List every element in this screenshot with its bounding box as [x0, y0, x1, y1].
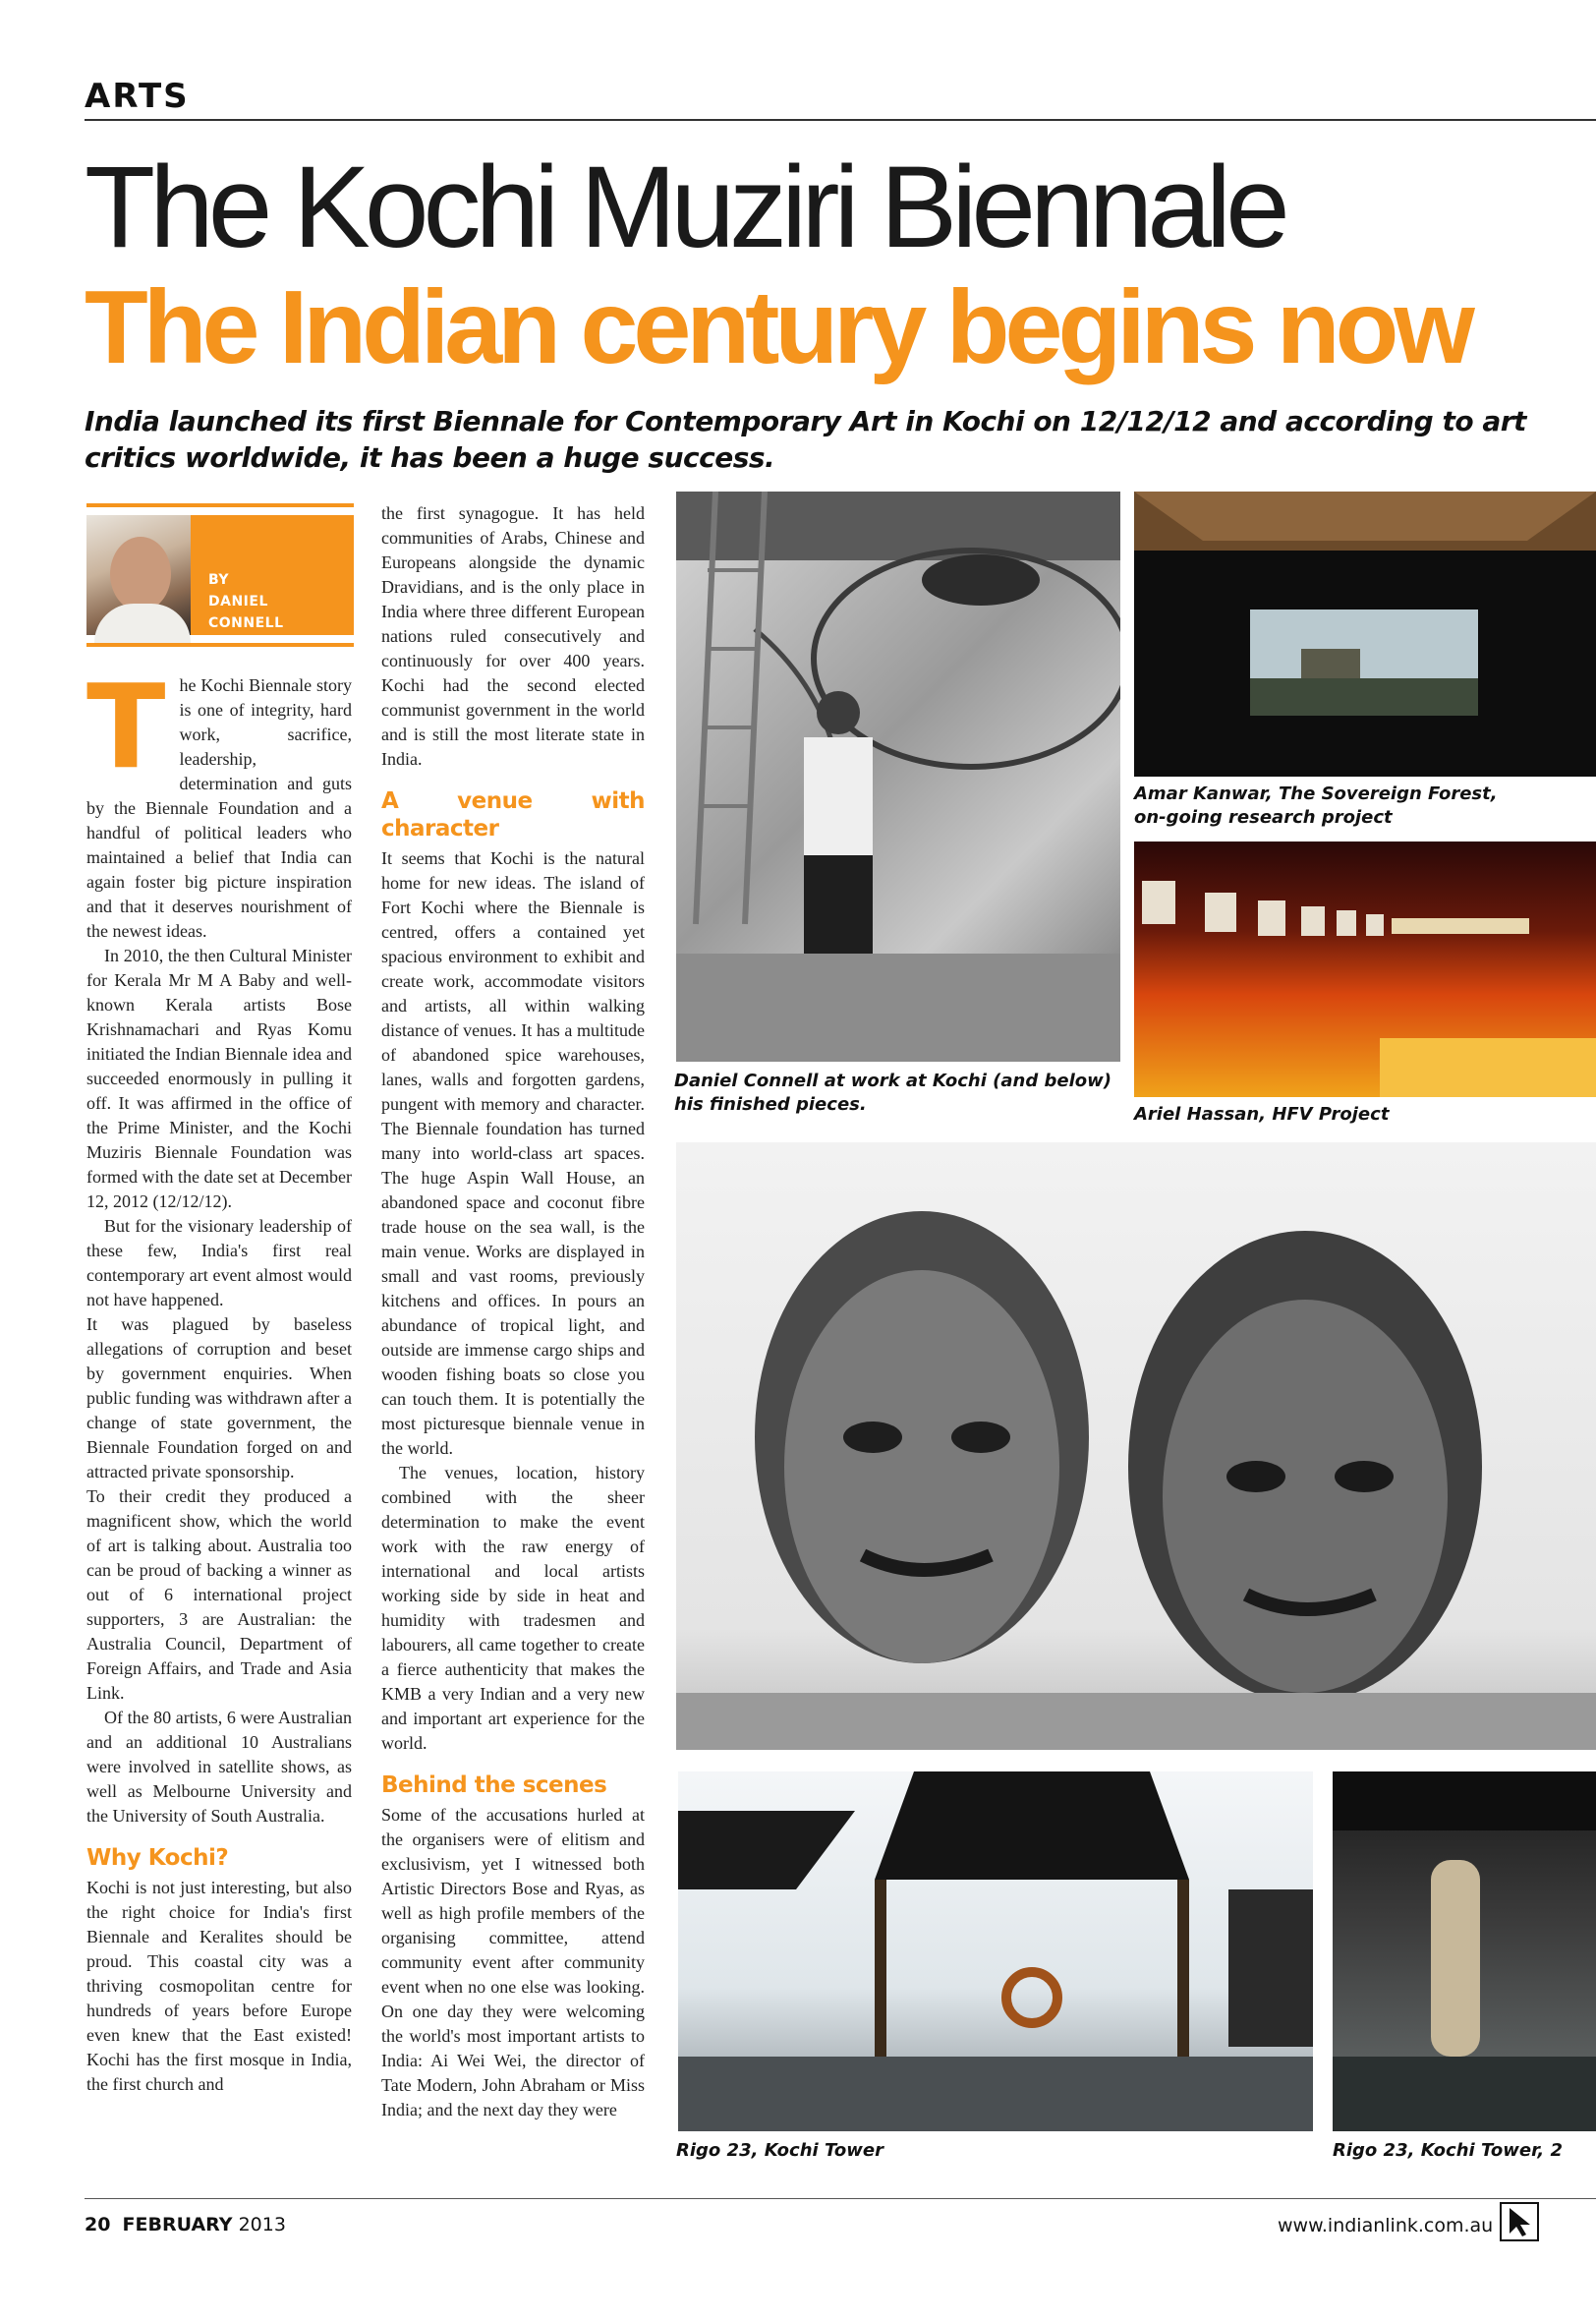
paragraph: But for the visionary leadership of these few, India's first real contemporary art event almost would not have happened.	[86, 1216, 352, 1309]
byline	[86, 503, 354, 647]
paragraph: Kochi is not just interesting, but also the right choice for India's first Biennale and Keralites should be proud. This coastal city was a thriving cosmopolitan centre for hundreds of years before Europe even knew that the East existed! Kochi has the first mosque in India, the first church and	[86, 1878, 352, 2094]
caption-connell: Daniel Connell at work at Kochi (and below) his finished pieces.	[674, 1071, 1112, 1115]
caption-rigo-2: Rigo 23, Kochi Tower, 2	[1333, 2140, 1563, 2161]
lit-portraits	[1134, 842, 1596, 1097]
mural-sketch	[676, 492, 1120, 1062]
article-title: The Kochi Muziri Biennale	[85, 143, 1284, 272]
intro-text: he Kochi Biennale story is one of integrity, hard work, sacrifice, leadership, determination and guts by the Biennale Foundation and a handful of political leaders who maintained a belief that India can again foster big picture inspiration and that it deserves nourishment of the newest ideas.	[86, 675, 352, 941]
photo-connell-at-work	[676, 492, 1120, 1062]
photo-rigo-tower	[678, 1771, 1313, 2131]
paragraph: To their credit they produced a magnificent show, which the world of art is talking about. Australia too can be proud of backing a winner as out of 6 international project supporters, 3 are Australian: the Australia Council, Department of Foreign Affairs, and Trade and Asia Link.	[86, 1486, 352, 1703]
paragraph: In 2010, the then Cultural Minister for Kerala Mr M A Baby and well-known Kerala artists Bose Krishnamachari and Ryas Komu initiated the Indian Biennale idea and succeeded enormously in pulling it off. It was affirmed in the office of the Prime Minister, and the Kochi Muziris Biennale Foundation was formed with the date set at December 12, 2012 (12/12/12).	[86, 946, 352, 1211]
author-shirt	[94, 604, 191, 647]
cursor-logo-icon	[1500, 2202, 1539, 2241]
issue-month: FEBRUARY	[122, 2214, 233, 2235]
subhead-venue: A venue with character	[381, 788, 645, 842]
folio	[85, 2214, 286, 2235]
byline-rule-bottom	[86, 643, 354, 647]
byline-box	[191, 515, 354, 635]
photo-hassan	[1134, 842, 1596, 1097]
caption-kanwar-line2: on-going research project	[1134, 807, 1393, 828]
column-1	[86, 659, 352, 2097]
subhead-behind-scenes: Behind the scenes	[381, 1772, 607, 1798]
photo-rigo-tower-2	[1333, 1771, 1596, 2131]
subhead-why-kochi: Why Kochi?	[86, 1845, 229, 1871]
caption-rigo-1: Rigo 23, Kochi Tower	[676, 2140, 884, 2161]
drop-cap: T	[86, 659, 166, 794]
footer-rule	[85, 2198, 1596, 2199]
paragraph: It seems that Kochi is the natural home for new ideas. The island of Fort Kochi where the Biennale is centred, offers a contained yet spacious environment to exhibit and create work, accommodate visitors and artists, all within walking distance of venues. It has a multitude of abandoned spice warehouses, lanes, walls and forgotten gardens, pungent with memory and character. The Biennale foundation has turned many into world-class art spaces. The huge Aspin Wall House, an abandoned space and coconut fibre trade house on the sea wall, is the main venue. Works are displayed in small and vast rooms, previously kitchens and offices. In pours an abundance of tropical light, and outside are immense cargo ships and wooden fishing boats so close you can touch them. It is potentially the most picturesque biennale venue in the world.	[381, 848, 645, 1458]
section-label: ARTS	[85, 77, 190, 116]
article-headline: The Indian century begins now	[85, 269, 1470, 385]
author-head	[110, 537, 171, 611]
byline-first-name: DANIEL	[208, 594, 268, 610]
boat-under-pier	[1333, 1771, 1596, 2131]
column-2	[381, 501, 645, 2122]
photo-portrait-mural	[676, 1142, 1596, 1750]
page-number: 20	[85, 2214, 111, 2235]
paragraph: the first synagogue. It has held communities of Arabs, Chinese and Europeans alongside the dynamic Dravidians, and is the only place in India where three different European nations ruled consecutively and continuously for over 400 years. Kochi had the second elected communist government in the world and is still the most literate state in India.	[381, 503, 645, 769]
byline-rule-top	[86, 503, 354, 507]
paragraph: Of the 80 artists, 6 were Australian and an additional 10 Australians were involved in satellite shows, as well as Melbourne University and the University of South Australia.	[86, 1708, 352, 1826]
issue-year: 2013	[238, 2214, 286, 2235]
gallery-projection	[1134, 492, 1596, 777]
paragraph: It was plagued by baseless allegations of corruption and beset by government enquiries. When public funding was withdrawn after a change of state government, the Biennale Foundation forged on and attracted private sponsorship.	[86, 1314, 352, 1481]
photo-kanwar	[1134, 492, 1596, 777]
byline-last-name: CONNELL	[208, 615, 284, 631]
paragraph-intro	[86, 659, 352, 944]
standfirst: India launched its first Biennale for Contemporary Art in Kochi on 12/12/12 and according to art critics worldwide, it has been a huge success.	[85, 405, 1526, 474]
arrow-cursor-icon	[1502, 2204, 1537, 2239]
byline-by: BY	[208, 572, 230, 588]
header-rule	[85, 119, 1596, 121]
mural-faces	[676, 1142, 1596, 1750]
paragraph: The venues, location, history combined with the sheer determination to make the event work with the raw energy of international and local artists working side by side in heat and humidity with tradesmen and labourers, all came together to create a fierce authenticity that makes the KMB a very Indian and a very new and important art experience for the world.	[381, 1463, 645, 1753]
website-url[interactable]: www.indianlink.com.au	[1278, 2215, 1494, 2236]
author-photo	[86, 515, 191, 635]
caption-hassan: Ariel Hassan, HFV Project	[1134, 1104, 1390, 1125]
caption-kanwar-line1: Amar Kanwar, The Sovereign Forest,	[1134, 784, 1498, 804]
pier-structure	[678, 1771, 1313, 2131]
paragraph: Some of the accusations hurled at the organisers were of elitism and exclusivism, yet I witnessed both Artistic Directors Bose and Ryas, as well as high profile members of the organising committee, attend community event after community event when no one else was looking. On one day they were welcoming the world's most important artists to India: Ai Wei Wei, the director of Tate Modern, John Abraham or Miss India; and the next day they were	[381, 1805, 645, 2119]
